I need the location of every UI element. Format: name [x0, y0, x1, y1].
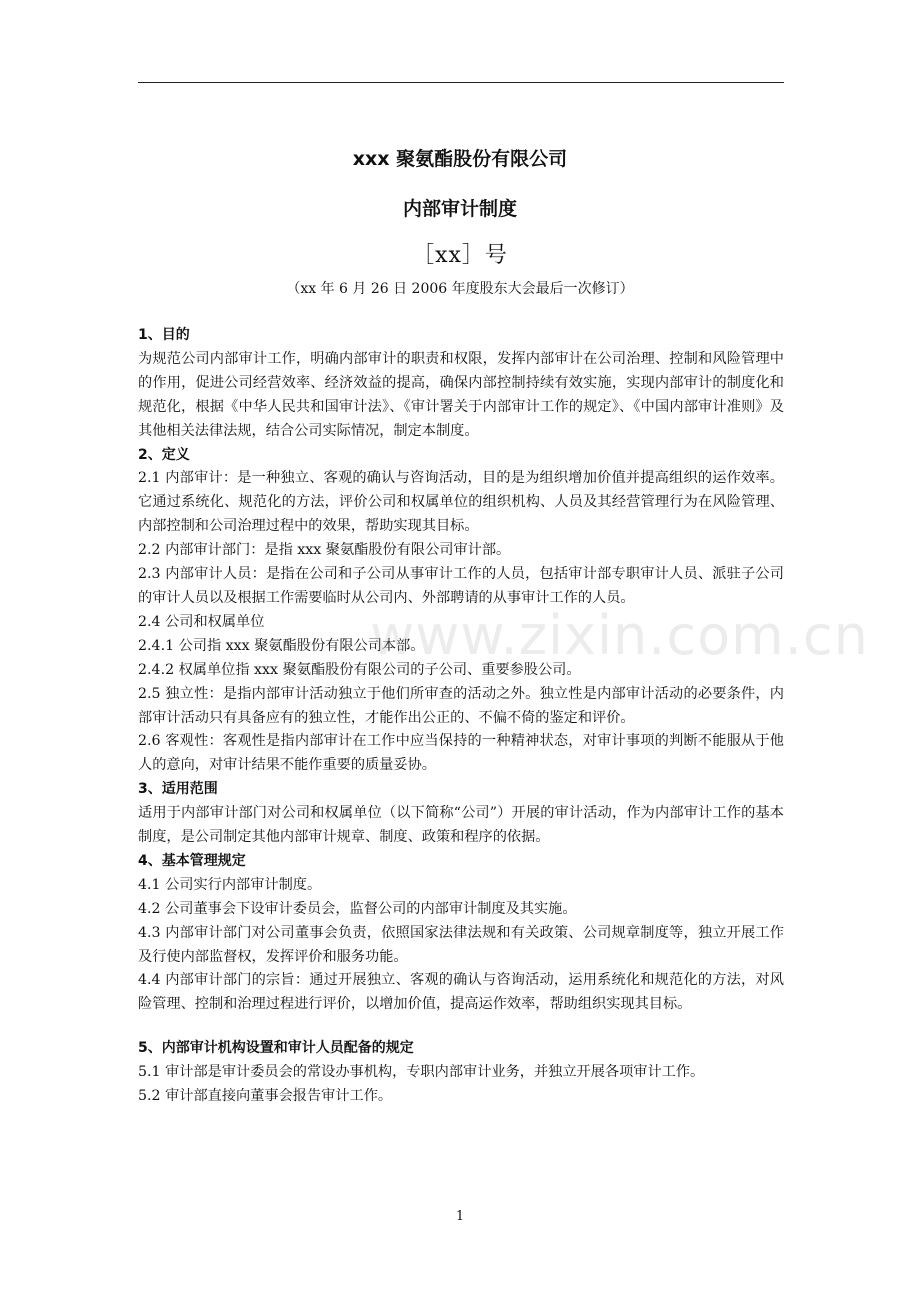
section-heading: 2、定义 [138, 446, 190, 463]
body-paragraph: 2.6 客观性：客观性是指内部审计在工作中应当保持的一种精神状态，对审计事项的判断不能服从于他人的意向，对审计结果不能作重要的质量妥协。 [138, 733, 784, 774]
document-body [138, 324, 784, 1109]
header-rule [138, 82, 784, 83]
page-number: 1 [455, 1209, 465, 1224]
body-paragraph: 2.5 独立性：是指内部审计活动独立于他们所审查的活动之外。独立性是内部审计活动的必要条件，内部审计活动只有具备应有的独立性，才能作出公正的、不偏不倚的鉴定和评价。 [138, 685, 784, 726]
paragraph-gap [138, 1017, 784, 1037]
body-paragraph: 2.4.2 权属单位指 xxx 聚氨酯股份有限公司的子公司、重要参股公司。 [138, 661, 581, 678]
body-paragraph: 2.3 内部审计人员：是指在公司和子公司从事审计工作的人员，包括审计部专职审计人员、派驻子公司的审计人员以及根据工作需要临时从公司内、外部聘请的从事审计工作的人员。 [138, 566, 784, 606]
body-paragraph: 为规范公司内部审计工作，明确内部审计的职责和权限，发挥内部审计在公司治理、控制和风险管理中的作用，促进公司经营效率、经济效益的提高，确保内部控制持续有效实施，实现内部审计的制度化和规范化，根据《中华人民共和国审计法》、《审计署关于内部审计工作的规定》、《中国内部审计准则》及其他相关法律法规，结合公司实际情况，制定本制度。 [138, 350, 784, 439]
section-heading: 1、目的 [138, 327, 190, 343]
body-paragraph: 4.4 内部审计部门的宗旨：通过开展独立、客观的确认与咨询活动，运用系统化和规范化的方法，对风险管理、控制和治理过程进行评价，以增加价值，提高运作效率，帮助组织实现其目标。 [138, 972, 784, 1013]
body-paragraph: 4.2 公司董事会下设审计委员会，监督公司的内部审计制度及其实施。 [138, 900, 577, 917]
body-paragraph: 2.2 内部审计部门：是指 xxx 聚氨酯股份有限公司审计部。 [138, 542, 511, 559]
body-paragraph: 4.3 内部审计部门对公司董事会负责，依照国家法律法规和有关政策、公司规章制度等，独立开展工作及行使内部监督权，发挥评价和服务功能。 [138, 924, 784, 965]
revision-note: （xx 年 6 月 26 日 2006 年度股东大会最后一次修订） [286, 281, 634, 297]
body-paragraph: 5.1 审计部是审计委员会的常设办事机构，专职内部审计业务，并独立开展各项审计工作。 [138, 1064, 705, 1081]
body-paragraph: 5.2 审计部直接向董事会报告审计工作。 [138, 1088, 393, 1105]
body-paragraph: 2.1 内部审计：是一种独立、客观的确认与咨询活动，目的是为组织增加价值并提高组织的运作效率。它通过系统化、规范化的方法，评价公司和权属单位的组织机构、人员及其经营管理行为在风险管理、内部控制和公司治理过程中的效果，帮助实现其目标。 [138, 470, 784, 535]
section-heading: 3、适用范围 [138, 781, 218, 798]
section-heading: 4、基本管理规定 [138, 852, 246, 869]
body-paragraph: 2.4.1 公司指 xxx 聚氨酯股份有限公司本部。 [138, 637, 425, 654]
watermark: www.zixin.com.cn [370, 604, 869, 667]
body-paragraph: 适用于内部审计部门对公司和权属单位（以下简称“公司”）开展的审计活动，作为内部审计工作的基本制度，是公司制定其他内部审计规章、制度、政策和程序的依据。 [138, 805, 784, 846]
document-number: ［xx］号 [412, 243, 508, 268]
company-name: xxx 聚氨酯股份有限公司 [352, 148, 568, 170]
body-paragraph: 2.4 公司和权属单位 [138, 613, 265, 630]
body-paragraph: 4.1 公司实行内部审计制度。 [138, 876, 322, 893]
document-title: 内部审计制度 [402, 198, 517, 220]
section-heading: 5、内部审计机构设置和审计人员配备的规定 [138, 1040, 414, 1057]
